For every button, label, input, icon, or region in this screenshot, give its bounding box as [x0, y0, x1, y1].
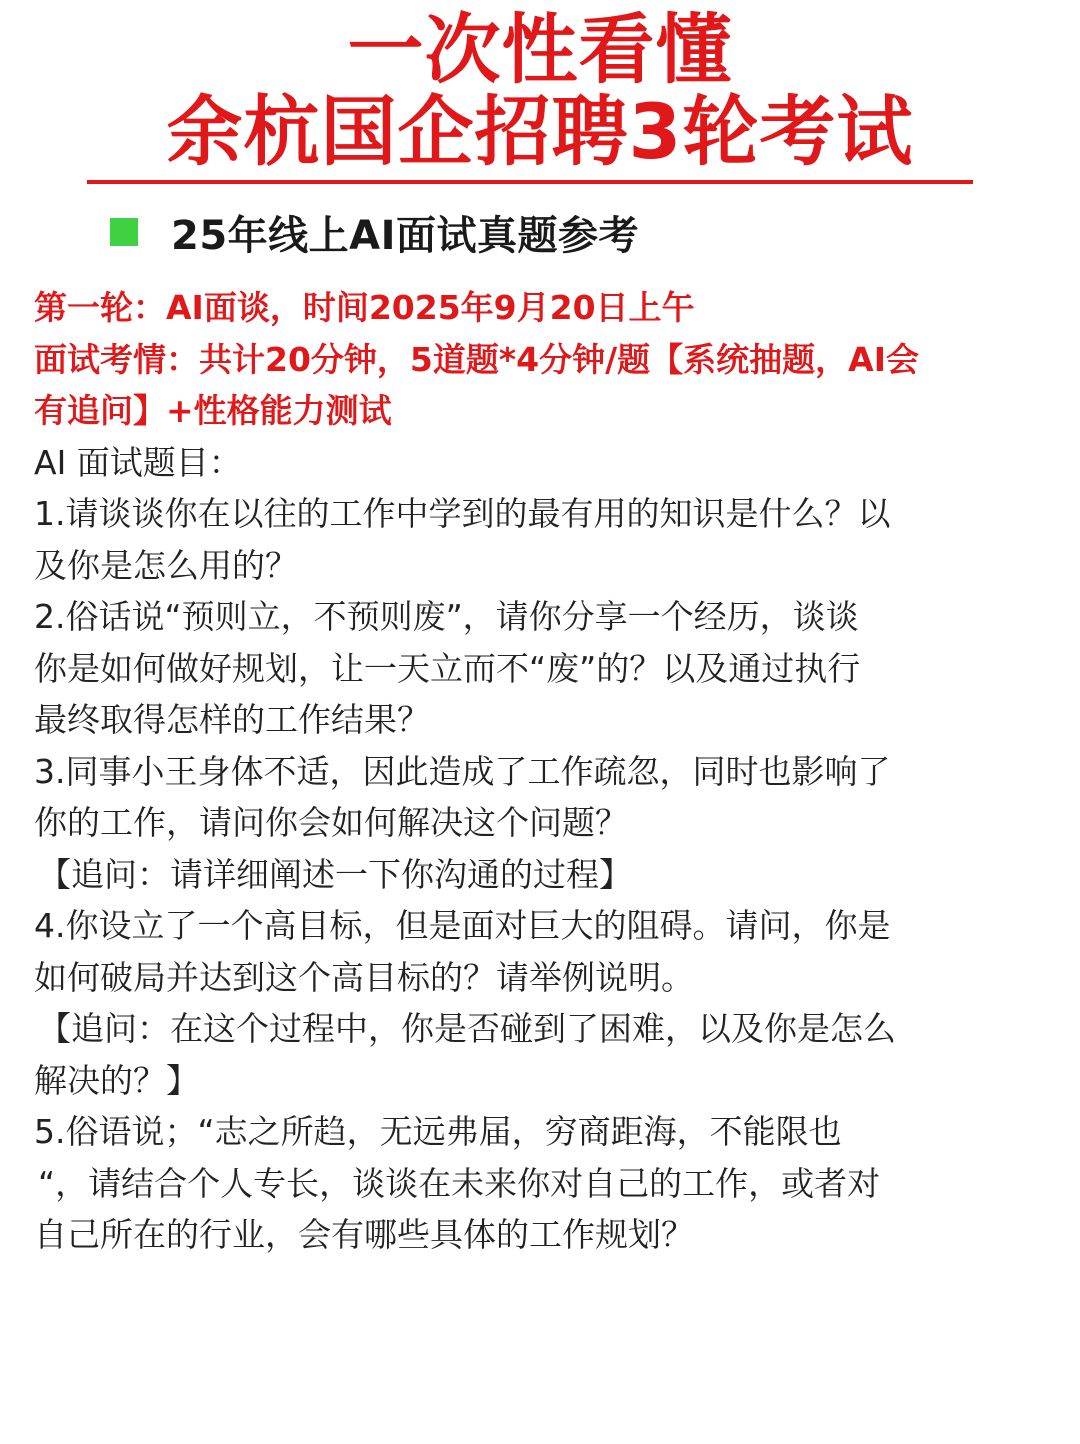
- title-divider: [87, 180, 973, 184]
- round-1-heading: 第一轮：AI面谈，时间2025年9月20日上午: [34, 288, 695, 327]
- round-1-details-line: 有追问】+性格能力测试: [34, 391, 392, 430]
- page-title-line-1: 一次性看懂: [347, 5, 733, 94]
- article-body: [34, 282, 1044, 1261]
- page-title-line-2: 余杭国企招聘3轮考试: [166, 87, 914, 176]
- round-1-details-line: 面试考情：共计20分钟，5道题*4分钟/题【系统抽题，AI会: [34, 339, 919, 379]
- follow-up-line: 【追问：在这个过程中，你是否碰到了困难，以及你是怎么: [38, 1009, 896, 1048]
- question-line: 自己所在的行业，会有哪些具体的工作规划？: [34, 1215, 694, 1254]
- section-header: [110, 200, 639, 264]
- questions-label: AI 面试题目：: [34, 442, 242, 482]
- question-line: “，请结合个人专长，谈谈在未来你对自己的工作，或者对: [38, 1163, 881, 1203]
- question-line: 1.请谈谈你在以往的工作中学到的最有用的知识是什么？以: [34, 494, 891, 533]
- question-line: 你是如何做好规划，让一天立而不“废”的？以及通过执行: [34, 648, 861, 688]
- question-line: 你的工作，请问你会如何解决这个问题？: [34, 803, 628, 842]
- follow-up-line: 解决的？】: [34, 1060, 199, 1100]
- question-line: 最终取得怎样的工作结果？: [34, 700, 430, 739]
- question-line: 如何破局并达到这个高目标的？请举例说明。: [34, 957, 694, 997]
- section-title: 25年线上AI面试真题参考: [171, 212, 640, 259]
- question-line: 5.俗语说；“志之所趋，无远弗届，穷商距海，不能限也: [34, 1112, 842, 1151]
- question-line: 2.俗话说“预则立，不预则废”，请你分享一个经历，谈谈: [34, 597, 859, 636]
- question-line: 及你是怎么用的？: [34, 545, 298, 585]
- question-line: 4.你设立了一个高目标，但是面对巨大的阻碍。请问，你是: [34, 906, 891, 945]
- follow-up-line: 【追问：请详细阐述一下你沟通的过程】: [38, 854, 632, 894]
- question-line: 3.同事小王身体不适，因此造成了工作疏忽，同时也影响了: [34, 751, 891, 791]
- green-square-icon: [110, 218, 138, 246]
